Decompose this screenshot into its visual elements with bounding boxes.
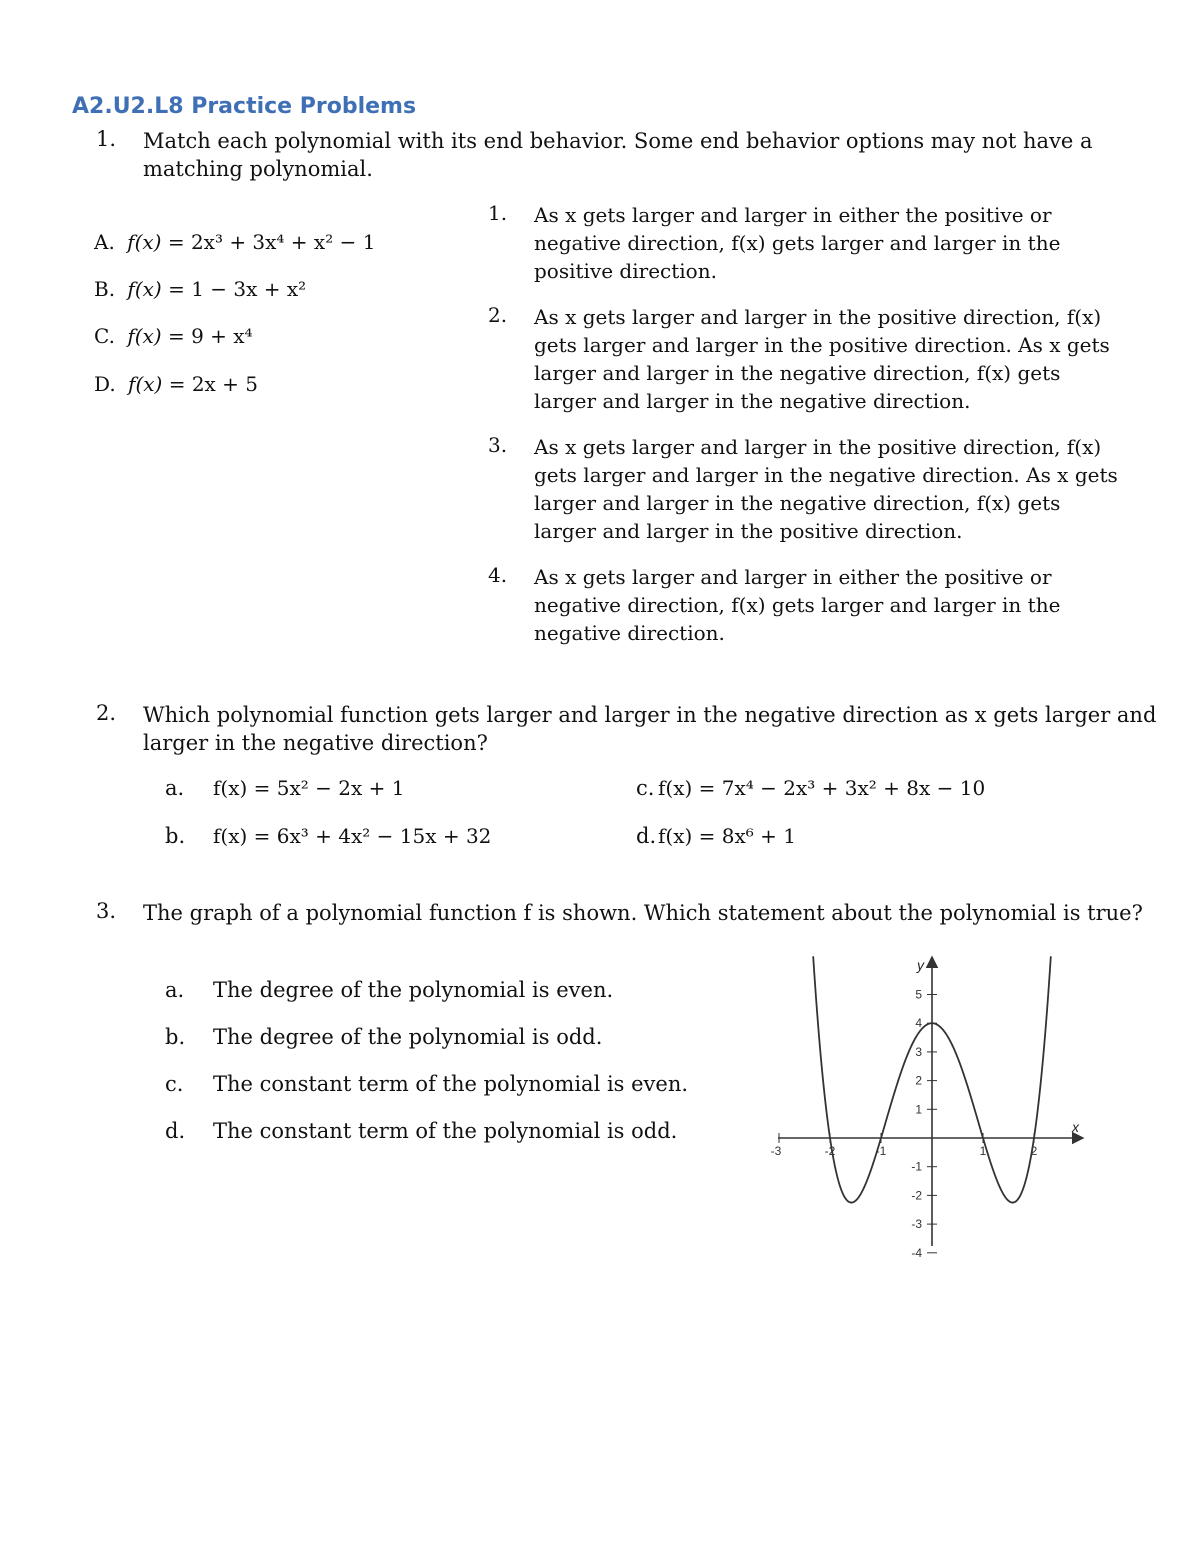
y-tick-label: -1 [911, 1159, 922, 1174]
option-text: f(x) = 5x² − 2x + 1 [213, 776, 405, 800]
option-label: d. [165, 1119, 186, 1143]
question-1-number: 1. [96, 127, 117, 151]
question-1-prompt-line-1: Match each polynomial with its end behavior. Some end behavior options may not have a [143, 129, 1093, 153]
polynomial-label: C. [94, 324, 115, 348]
end-behavior-line: negative direction, f(x) gets larger and larger in the [534, 231, 1061, 255]
y-tick-label: -3 [911, 1217, 922, 1232]
end-behavior-line: gets larger and larger in the negative direction. As x gets [534, 463, 1118, 487]
end-behavior-item [534, 563, 1060, 647]
end-behavior-number: 4. [488, 563, 508, 587]
option-text: The degree of the polynomial is even. [213, 978, 614, 1002]
option-text: The degree of the polynomial is odd. [213, 1025, 603, 1049]
question-3-prompt: The graph of a polynomial function f is shown. Which statement about the polynomial is true? [143, 901, 1143, 925]
end-behavior-line: As x gets larger and larger in either the positive or [534, 203, 1052, 227]
end-behavior-item [534, 303, 1110, 415]
polynomial-item [94, 277, 306, 301]
x-axis-label: x [1072, 1119, 1079, 1135]
option-text: f(x) = 7x⁴ − 2x³ + 3x² + 8x − 10 [658, 776, 986, 800]
question-1-prompt-line-2: matching polynomial. [143, 157, 373, 181]
option-label: b. [165, 824, 186, 848]
polynomial-label: A. [94, 230, 115, 254]
polynomial-item [94, 324, 253, 348]
polynomial-item [94, 230, 375, 254]
x-tick-label: -2 [824, 1144, 836, 1158]
y-tick-label: 4 [915, 1016, 922, 1031]
x-tick-label: 1 [979, 1144, 987, 1158]
y-tick-label: 1 [915, 1102, 922, 1117]
end-behavior-line: positive direction. [534, 259, 717, 283]
option-text: The constant term of the polynomial is even. [213, 1072, 689, 1096]
option-text: f(x) = 8x⁶ + 1 [658, 824, 796, 848]
polynomial-expression: f(x) = 9 + x⁴ [127, 324, 253, 348]
option-label: a. [165, 978, 185, 1002]
y-tick-label: 3 [915, 1044, 922, 1059]
end-behavior-line: As x gets larger and larger in either the positive or [534, 565, 1052, 589]
question-1-prompt [143, 127, 1093, 183]
y-tick-label: -4 [911, 1245, 922, 1260]
option-label: d. [636, 824, 657, 848]
x-tick-label: 2 [1030, 1144, 1038, 1158]
end-behavior-line: larger and larger in the negative direction, f(x) gets [534, 491, 1061, 515]
option-label: a. [165, 776, 185, 800]
end-behavior-line: negative direction. [534, 621, 725, 645]
polynomial-expression: f(x) = 1 − 3x + x² [127, 277, 307, 301]
end-behavior-line: negative direction, f(x) gets larger and larger in the [534, 593, 1061, 617]
x-tick-label: -3 [770, 1144, 782, 1158]
end-behavior-line: As x gets larger and larger in the positive direction, f(x) [534, 435, 1102, 459]
option-label: c. [636, 776, 655, 800]
y-tick-label: -2 [911, 1188, 922, 1203]
question-3-number: 3. [96, 899, 117, 923]
y-axis-label: y [917, 957, 924, 973]
y-tick-label: 5 [915, 987, 922, 1002]
question-2-prompt-line-2: larger in the negative direction? [143, 731, 488, 755]
polynomial-label: B. [94, 277, 116, 301]
end-behavior-item [534, 201, 1060, 285]
end-behavior-number: 3. [488, 433, 508, 457]
end-behavior-line: larger and larger in the negative direction, f(x) gets [534, 361, 1061, 385]
page-title: A2.U2.L8 Practice Problems [72, 94, 417, 119]
end-behavior-line: larger and larger in the negative direction. [534, 389, 971, 413]
question-2-prompt-line-1: Which polynomial function gets larger and larger in the negative direction as x gets larger and [143, 703, 1157, 727]
question-2-prompt [143, 701, 1156, 757]
y-tick-label: 2 [915, 1073, 922, 1088]
end-behavior-number: 1. [488, 201, 508, 225]
end-behavior-line: larger and larger in the positive direction. [534, 519, 963, 543]
polynomial-expression: f(x) = 2x + 5 [128, 372, 259, 396]
option-text: The constant term of the polynomial is odd. [213, 1119, 678, 1143]
end-behavior-item [534, 433, 1118, 545]
x-tick-label: -1 [875, 1144, 887, 1158]
option-label: b. [165, 1025, 186, 1049]
question-2-number: 2. [96, 701, 117, 725]
polynomial-graph [760, 950, 1100, 1260]
option-label: c. [165, 1072, 184, 1096]
end-behavior-number: 2. [488, 303, 508, 327]
end-behavior-line: gets larger and larger in the positive direction. As x gets [534, 333, 1110, 357]
option-text: f(x) = 6x³ + 4x² − 15x + 32 [213, 824, 492, 848]
end-behavior-line: As x gets larger and larger in the positive direction, f(x) [534, 305, 1102, 329]
polynomial-label: D. [94, 372, 116, 396]
polynomial-item [94, 372, 258, 396]
polynomial-expression: f(x) = 2x³ + 3x⁴ + x² − 1 [127, 230, 376, 254]
